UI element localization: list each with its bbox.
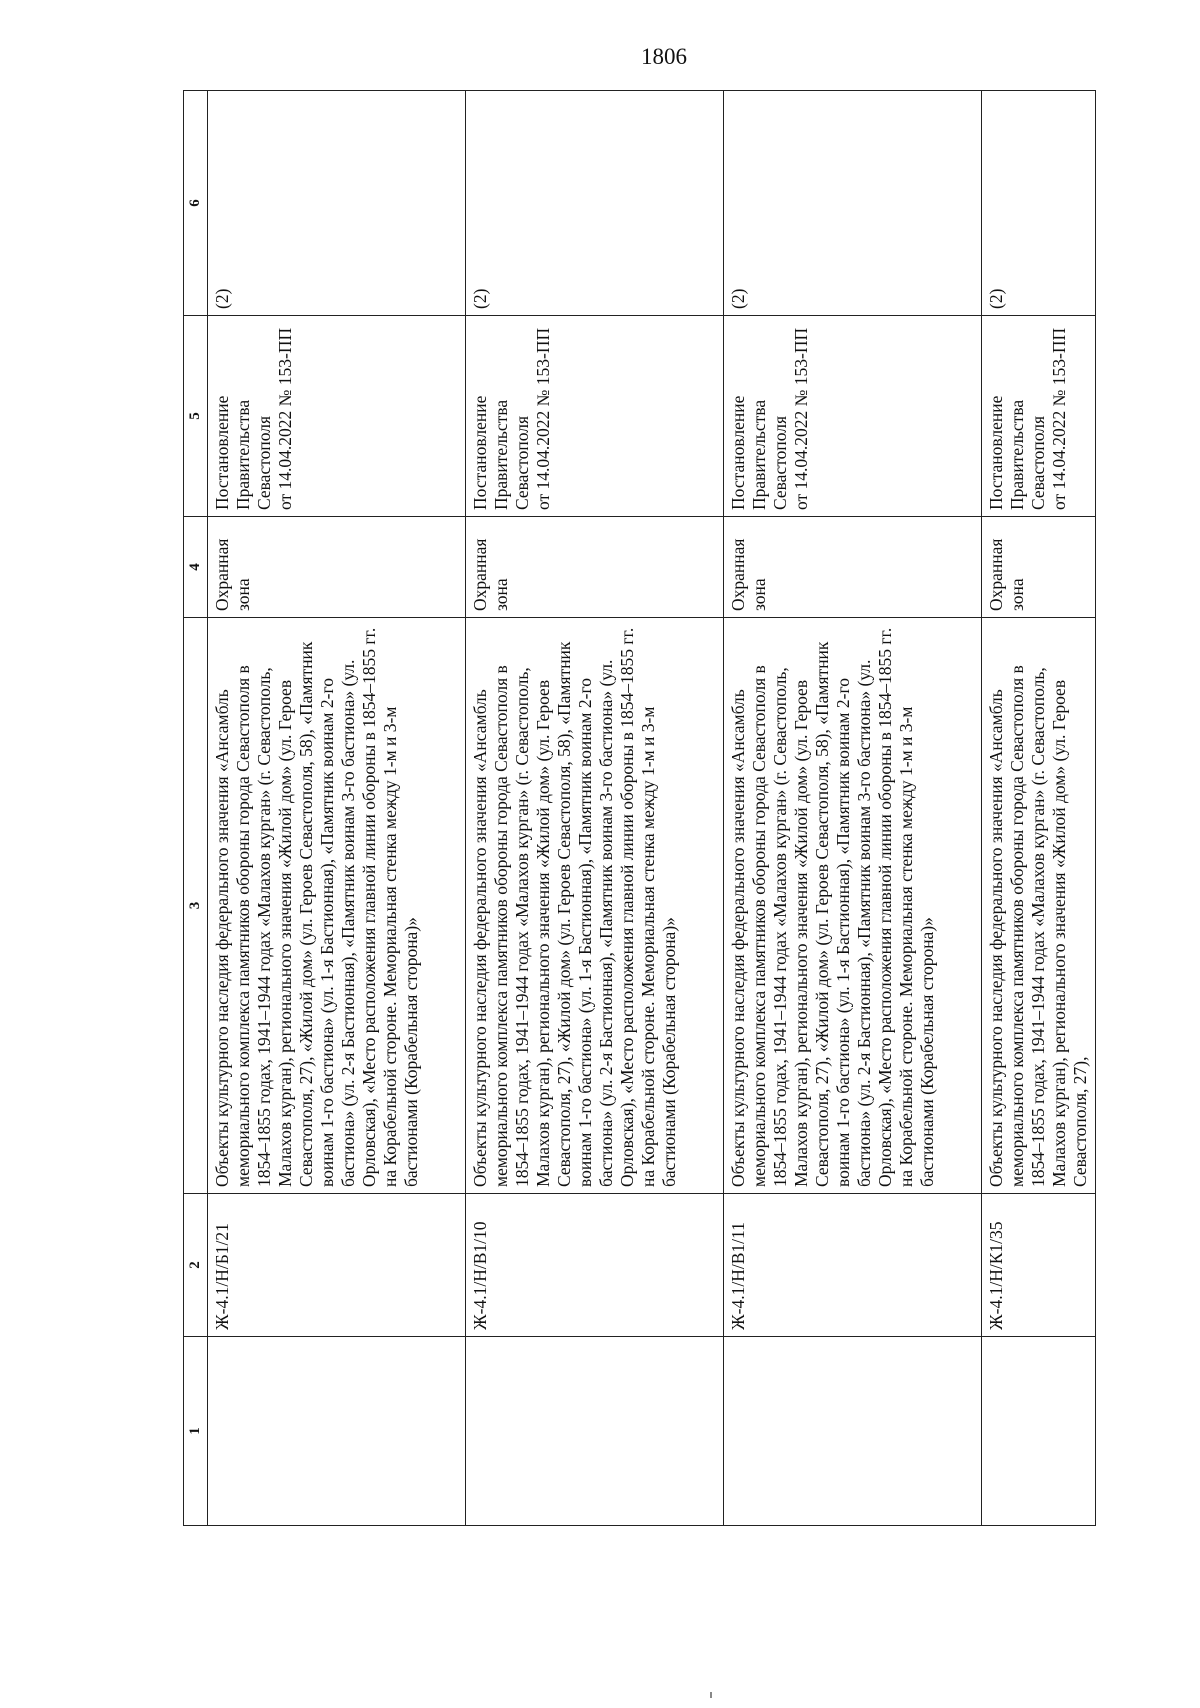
- table-row: [466, 91, 724, 1526]
- legal-document-cell: Постановление Правительства Севастополя от 14.04.2022 № 153-ПП: [724, 316, 982, 517]
- zone-code-cell: Ж-4.1/Н/К1/35: [982, 1194, 1096, 1337]
- zone-type-cell: Охранная зона: [982, 517, 1096, 618]
- table-row: [724, 91, 982, 1526]
- heritage-description-cell: [982, 618, 1096, 1194]
- column-header-5: 5: [184, 316, 208, 517]
- column-header-4: 4: [184, 517, 208, 618]
- zone-type-cell: Охранная зона: [724, 517, 982, 618]
- note-cell: (2): [208, 91, 466, 316]
- table-row: [982, 91, 1096, 1526]
- heritage-description-cell: Объекты культурного наследия федерального значения «Ансамбль мемориального комплекса памятников обороны города Севастополя в 1854–1855 годах, 1941–1944 годах «Малахов курган» (г. Севастополь, Малахов курган), регионального значения «Жилой дом» (ул. Героев Севастополя, 27), «Жилой дом» (ул. Героев Севастополя, 58), «Памятник воинам 1-го бастиона» (ул. 1-я Бастионная), «Памятник воинам 2-го бастиона» (ул. 2-я Бастионная), «Памятник воинам 3-го бастиона» (ул. Орловская), «Место расположения главной линии обороны в 1854–1855 гг. на Корабельной стороне. Мемориальная стенка между 1-м и 3-м бастионами (Корабельная сторона)»: [208, 618, 466, 1194]
- note-cell: (2): [466, 91, 724, 316]
- row-number-cell: [466, 1337, 724, 1526]
- heritage-description-cell: Объекты культурного наследия федерального значения «Ансамбль мемориального комплекса памятников обороны города Севастополя в 1854–1855 годах, 1941–1944 годах «Малахов курган» (г. Севастополь, Малахов курган), регионального значения «Жилой дом» (ул. Героев Севастополя, 27), «Жилой дом» (ул. Героев Севастополя, 58), «Памятник воинам 1-го бастиона» (ул. 1-я Бастионная), «Памятник воинам 2-го бастиона» (ул. 2-я Бастионная), «Памятник воинам 3-го бастиона» (ул. Орловская), «Место расположения главной линии обороны в 1854–1855 гг. на Корабельной стороне. Мемориальная стенка между 1-м и 3-м бастионами (Корабельная сторона)»: [466, 618, 724, 1194]
- column-header-6: 6: [184, 91, 208, 316]
- heritage-description-cell: Объекты культурного наследия федерального значения «Ансамбль мемориального комплекса памятников обороны города Севастополя в 1854–1855 годах, 1941–1944 годах «Малахов курган» (г. Севастополь, Малахов курган), регионального значения «Жилой дом» (ул. Героев Севастополя, 27), «Жилой дом» (ул. Героев Севастополя, 58), «Памятник воинам 1-го бастиона» (ул. 1-я Бастионная), «Памятник воинам 2-го бастиона» (ул. 2-я Бастионная), «Памятник воинам 3-го бастиона» (ул. Орловская), «Место расположения главной линии обороны в 1854–1855 гг. на Корабельной стороне. Мемориальная стенка между 1-м и 3-м бастионами (Корабельная сторона)»: [724, 618, 982, 1194]
- heritage-description-text: Объекты культурного наследия федерального значения «Ансамбль мемориального комплекса памятников обороны города Севастополя в 1854–1855 годах, 1941–1944 годах «Малахов курган» (г. Севастополь, Малахов курган), регионального значения «Жилой дом» (ул. Героев Севастополя, 27),: [986, 665, 1090, 1187]
- column-header-3: 3: [184, 618, 208, 1194]
- zone-code-cell: Ж-4.1/Н/В1/10: [466, 1194, 724, 1337]
- table-row: [208, 91, 466, 1526]
- page-number: 1806: [641, 44, 687, 69]
- scan-mark: [710, 1692, 712, 1698]
- legal-document-cell: Постановление Правительства Севастополя от 14.04.2022 № 153-ПП: [466, 316, 724, 517]
- column-header-1: 1: [184, 1337, 208, 1526]
- row-number-cell: [208, 1337, 466, 1526]
- zone-code-cell: Ж-4.1/Н/В1/11: [724, 1194, 982, 1337]
- table-header-row: [184, 91, 208, 1526]
- row-number-cell: [724, 1337, 982, 1526]
- note-cell: (2): [982, 91, 1096, 316]
- note-cell: (2): [724, 91, 982, 316]
- legal-document-cell: Постановление Правительства Севастополя от 14.04.2022 № 153-ПП: [208, 316, 466, 517]
- legal-document-cell: Постановление Правительства Севастополя от 14.04.2022 № 153-ПП: [982, 316, 1096, 517]
- column-header-2: 2: [184, 1194, 208, 1337]
- zone-type-cell: Охранная зона: [208, 517, 466, 618]
- heritage-zones-table: [183, 90, 1096, 1526]
- zone-type-cell: Охранная зона: [466, 517, 724, 618]
- row-number-cell: [982, 1337, 1096, 1526]
- zone-code-cell: Ж-4.1/Н/Б1/21: [208, 1194, 466, 1337]
- rotated-table-container: [183, 91, 1106, 1526]
